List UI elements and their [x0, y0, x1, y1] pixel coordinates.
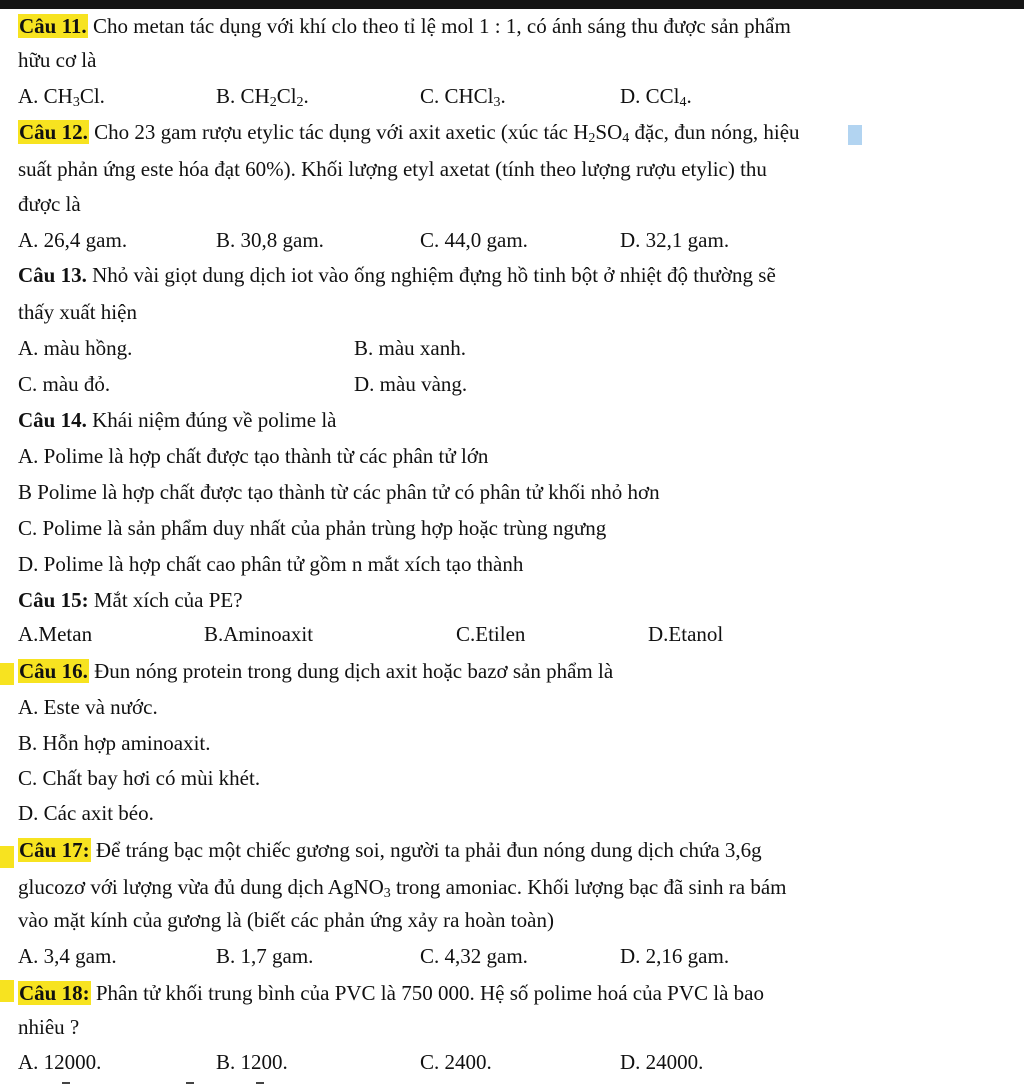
selection-mark [848, 125, 862, 145]
question-17-label: Câu 17: [19, 838, 90, 862]
question-11-label: Câu 11. [19, 14, 87, 38]
q11-option-d: D. CCl$_4$. [620, 84, 692, 110]
highlight-mark-q17 [0, 846, 14, 868]
q11-option-c: C. CHCl$_3$. [420, 84, 506, 110]
highlight-mark-q16 [0, 663, 14, 685]
question-17-line-2: glucozơ với lượng vừa đủ dung dịch AgNO$_3$ trong amoniac. Khối lượng bạc đã sinh ra bám [18, 875, 787, 901]
q16-option-d: D. Các axit béo. [18, 801, 154, 825]
question-15-line-1: Câu 15: Mắt xích của PE? [18, 588, 243, 612]
q14-option-d: D. Polime là hợp chất cao phân tử gồm n mắt xích tạo thành [18, 552, 524, 576]
q12-option-d: D. 32,1 gam. [620, 228, 730, 252]
q18-option-d: D. 24000. [620, 1050, 704, 1074]
q18-option-a: A. 12000. [18, 1050, 102, 1074]
question-18-label: Câu 18: [19, 981, 90, 1005]
q15-option-a: A.Metan [18, 622, 93, 646]
q15-option-d: D.Etanol [648, 622, 724, 646]
q12-option-a: A. 26,4 gam. [18, 228, 128, 252]
q12-option-b: B. 30,8 gam. [216, 228, 324, 252]
cropped-next-line [0, 1078, 1024, 1088]
question-14-line-1: Câu 14. Khái niệm đúng về polime là [18, 408, 337, 432]
question-13-label: Câu 13. [18, 263, 87, 287]
question-18-line-1: Câu 18: Phân tử khối trung bình của PVC là 750 000. Hệ số polime hoá của PVC là bao [19, 981, 764, 1005]
question-13-line-1: Câu 13. Nhỏ vài giọt dung dịch iot vào ống nghiệm đựng hồ tinh bột ở nhiệt độ thường sẽ [18, 263, 776, 287]
q15-option-b: B.Aminoaxit [204, 622, 314, 646]
q11-option-a: A. $CH_3Cl$. [18, 84, 105, 110]
q14-option-a: A. Polime là hợp chất được tạo thành từ các phân tử lớn [18, 444, 489, 468]
q13-option-d: D. màu vàng. [354, 372, 468, 396]
q11-option-b: B. $CH_2Cl_2$. [216, 84, 309, 110]
q14-option-b: B Polime là hợp chất được tạo thành từ các phân tử có phân tử khối nhỏ hơn [18, 480, 660, 504]
q13-option-b: B. màu xanh. [354, 336, 466, 360]
question-11-text: Cho metan tác dụng với khí clo theo tỉ lệ mol 1 : 1, có ánh sáng thu được sản phẩm [87, 14, 791, 38]
question-15-label: Câu 15: [18, 588, 89, 612]
q14-option-c: C. Polime là sản phẩm duy nhất của phản trùng hợp hoặc trùng ngưng [18, 516, 607, 540]
q16-option-c: C. Chất bay hơi có mùi khét. [18, 766, 261, 790]
highlight-mark-q18 [0, 980, 14, 1002]
q13-option-a: A. màu hồng. [18, 336, 133, 360]
question-16-label: Câu 16. [19, 659, 88, 683]
question-11-line-1 [18, 14, 791, 38]
q13-option-c: C. màu đỏ. [18, 372, 111, 396]
q17-option-b: B. 1,7 gam. [216, 944, 314, 968]
question-12-label: Câu 12. [19, 120, 88, 144]
question-16-line-1: Câu 16. Đun nóng protein trong dung dịch axit hoặc bazơ sản phẩm là [19, 659, 614, 683]
q18-option-c: C. 2400. [420, 1050, 492, 1074]
top-edge-bar [0, 0, 1024, 9]
question-17-line-3: vào mặt kính của gương là (biết các phản ứng xảy ra hoàn toàn) [18, 908, 554, 932]
q12-option-c: C. 44,0 gam. [420, 228, 528, 252]
question-12-line-2: suất phản ứng este hóa đạt 60%). Khối lượng etyl axetat (tính theo lượng rượu etylic) thu [18, 157, 767, 181]
q17-option-d: D. 2,16 gam. [620, 944, 730, 968]
question-12-line-3: được là [18, 192, 81, 216]
q18-option-b: B. 1200. [216, 1050, 288, 1074]
question-13-line-2: thấy xuất hiện [18, 300, 137, 324]
question-11-line-2: hữu cơ là [18, 48, 97, 72]
q16-option-b: B. Hỗn hợp aminoaxit. [18, 731, 211, 755]
q17-option-c: C. 4,32 gam. [420, 944, 528, 968]
question-12-line-1: Câu 12. Cho 23 gam rượu etylic tác dụng với axit axetic (xúc tác $H_2SO_4$ đặc, đun nóng, hiệu [19, 120, 800, 146]
question-18-line-2: nhiêu ? [18, 1015, 80, 1039]
question-14-label: Câu 14. [18, 408, 87, 432]
q17-option-a: A. 3,4 gam. [18, 944, 117, 968]
q16-option-a: A. Este và nước. [18, 695, 158, 719]
question-17-line-1: Câu 17: Để tráng bạc một chiếc gương soi, người ta phải đun nóng dung dịch chứa 3,6g [19, 838, 762, 862]
q15-option-c: C.Etilen [456, 622, 526, 646]
